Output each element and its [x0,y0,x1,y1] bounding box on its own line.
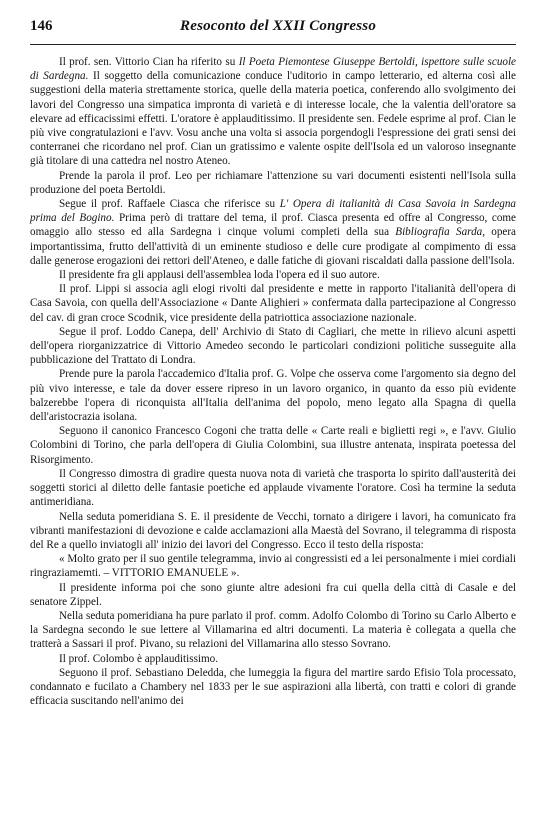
paragraph: Il prof. sen. Vittorio Cian ha riferito su Il Poeta Piemontese Giuseppe Bertoldi, ispettore sulle scuole di Sardegna. Il soggetto della comunicazione conduce l'uditorio in campo letterario, ed alterna così alle suggestioni della materia strettamente storica, quelle della materia poetica, conferendo allo svolgimento dei lavori del Congresso una simpatica impronta di varietà e di interesse locale, che la valentia dell'oratore sa elevare ad efficacissimi effetti. L'oratore è applauditissimo. Il presidente sen. Fedele esprime al prof. Cian le più vive congratulazioni e l'avv. Vosu anche una volta si associa porgendogli l'espressione dei grati sensi dei conterranei che ricordano nel prof. Cian un gratissimo e valente ospite dell'Isola ed un valoroso insegnante già titolare di una cattedra nel nostro Ateneo. [30,56,516,168]
paragraph: Seguono il canonico Francesco Cogoni che tratta delle « Carte reali e biglietti regi », e l'avv. Giulio Colombini di Torino, che parla dell'opera di Giulia Colombini, sua illustre antenata, inspirata poetessa del Risorgimento. [30,425,516,466]
paragraph: Il presidente fra gli applausi dell'assemblea loda l'opera ed il suo autore. [58,269,380,282]
page-number: 146 [30,18,53,34]
paragraph: Nella seduta pomeridiana S. E. il presidente de Vecchi, tornato a dirigere i lavori, ha comunicato fra vibranti manifestazioni di devozione e calde acclamazioni alla Maestà del Sovrano, il telegramma di risposta del Re a quello inviatogli all' inizio dei lavori del Congresso. Ecco il testo della risposta: [30,510,516,551]
paragraph: Prende la parola il prof. Leo per richiamare l'attenzione su vari documenti esistenti nell'Isola sulla produzione del poeta Bertoldi. [30,169,516,196]
telegram-quote: « Molto grato per il suo gentile telegramma, invio ai congressisti ed a lei personalmente i miei cordiali ringraziamemti. – VITTORIO EMANUELE ». [30,553,516,580]
body-text [30,55,516,708]
paragraph: Il prof. Colombo è applauditissimo. [58,652,219,665]
paragraph: Segue il prof. Raffaele Ciasca che riferisce su L' Opera di italianità di Casa Savoia in Sardegna prima del Bogino. Prima però di trattare del tema, il prof. Ciasca presenta ed offre al Congresso, come omaggio allo stesso ed alla Sardegna i cinque volumi completi della sua Bibliografia Sarda, opera importantissima, frutto dell'attività di un eminente studioso e delle cure prodigate al compimento di essa dalle generose erogazioni dei rettori dell'Ateneo, e dalle fatiche di giovani riscaldati dalla passione dell'Isola. [30,198,517,267]
page-header [30,18,516,44]
paragraph: Il prof. Lippi si associa agli elogi rivolti dal presidente e mette in rapporto l'italianità dell'opera di Casa Savoia, con quella dell'Associazione « Dante Alighieri » confermata dalla partecipazione al Congresso del cav. di gran croce Scodnik, vice presidente della patriottica associazione nazionale. [30,283,516,324]
paragraph: Segue il prof. Loddo Canepa, dell' Archivio di Stato di Cagliari, che mette in rilievo alcuni aspetti dell'opera riorganizzatrice di Vittorio Amedeo secondo le particolari condizioni politiche susseguite alla pubblicazione del Trattato di Londra. [30,325,516,367]
paragraph: Il Congresso dimostra di gradire questa nuova nota di varietà che trasporta lo spirito dall'austerità dei soggetti storici al diletto delle fantasie poetiche ed applaude vivamente l'oratore. Così ha termine la seduta antimeridiana. [30,467,516,509]
header-rule [30,44,516,45]
running-title: Resoconto del XXII Congresso [180,18,377,34]
paragraph: Prende pure la parola l'accademico d'Italia prof. G. Volpe che osserva come l'argomento sia degno del più vivo interesse, e tale da dover essere ripreso in un lavoro organico, in quanto da esso più evidente balzerebbe l'opera di riconquista all'Italia dell'anima del popolo, meno legato alla Spagna di quella dell'aristocrazia isolana. [30,368,516,424]
paragraph: Nella seduta pomeridiana ha pure parlato il prof. comm. Adolfo Colombo di Torino su Carlo Alberto e la Sardegna secondo le sue lettere al Villamarina ed altri documenti. La materia è collegata a quella che tratterà a Sassari il prof. Pivano, su relazioni del Villamarina allo stesso Sovrano. [30,609,516,651]
paragraph: Il presidente informa poi che sono giunte altre adesioni fra cui quella della città di Casale e del senatore Zippel. [30,581,516,608]
paragraph: Seguono il prof. Sebastiano Deledda, che lumeggia la figura del martire sardo Efisio Tola processato, condannato e fucilato a Chambery nel 1833 per le sue aspirazioni alla libertà, con tratti e colori di grande efficacia suscitando nell'animo dei [30,666,516,708]
